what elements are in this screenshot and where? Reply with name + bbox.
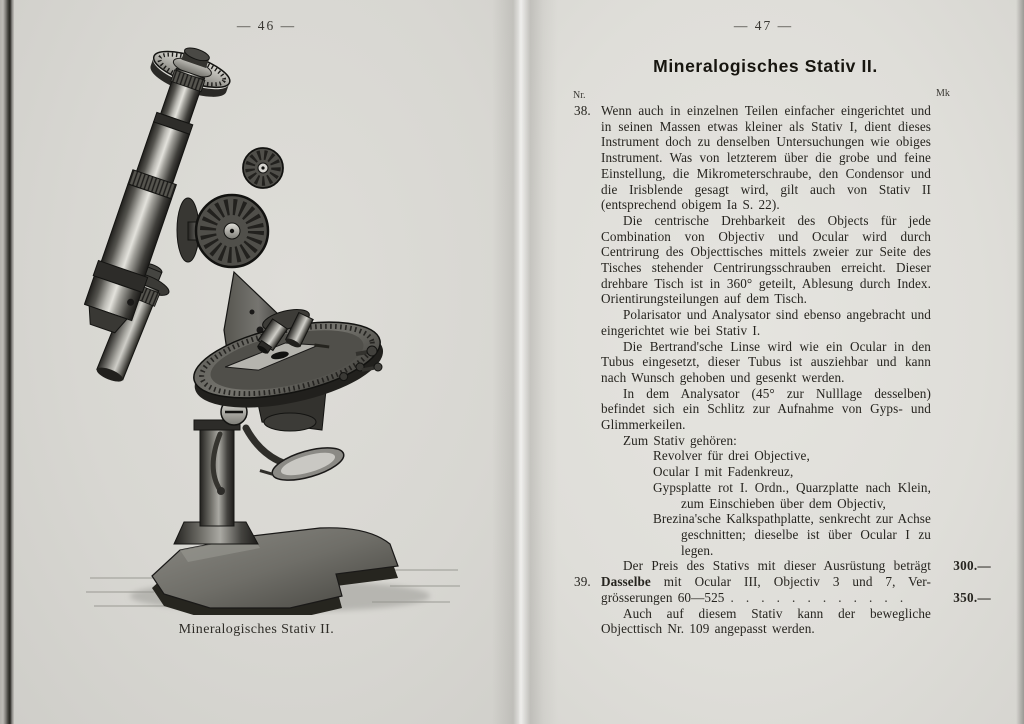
page-stack-edge [0,0,14,724]
catalog-item-39-line-2: grösserungen 60—525 . . . . . . . . . . . . 350.— [601,589,991,605]
accessory-list-intro: Zum Stativ gehören: [623,432,737,448]
catalog-item-38-paragraph-4: Die Bertrand'sche Linse wird wie ein Ocular in den Tubus eingesetzt, dieser Tubus ist ausziehbar und kann nach Wunsch gehoben und gesenkt werden. [601,338,931,385]
item-39-lead-word: Dasselbe [601,574,651,590]
right-page [519,0,1024,724]
right-page-number: — 47 — [733,18,794,33]
accessory-list-item: Revolver für drei Objective, [653,448,810,464]
accessory-list-item: Gypsplatte rot I. Ordn., Quarzplatte nach Klein, zum Einschieben über dem Objectiv, [653,479,931,511]
microscope-engraving-illustration [84,30,464,615]
item-39-price: 350.— [953,589,991,605]
catalog-item-38-paragraph-3: Polarisator und Analysator sind ebenso angebracht und eingerichtet wie bei Stativ I. [601,307,931,338]
fine-focus-wheel [243,148,283,188]
catalog-item-39-line-1: 39. Dasselbe mit Ocular III, Objectiv 3 und 7, Ver- [574,574,931,590]
lever-knob [217,487,225,495]
item-38-price: 300.— [953,558,991,574]
left-page-number: — 46 — [236,18,297,33]
right-page-edge-shadow [1016,0,1024,724]
catalog-item-38-paragraph-1: 38. Wenn auch in einzelnen Teilen einfacher eingerichtet und in seinen Massen etwas kleiner als Stativ I, dient dieses Instrument doch zu denselben Untersuchungen wie obiges Instrument. Was von letzterem über die grobe und feine Einstellung, die Mikrometerschraube, den Condensor und die Irisblende gesagt wird, gilt auch von Stativ II (entsprechend obigem Ia S. 22). [574,103,931,213]
section-title: Mineralogisches Stativ II. [653,56,878,76]
left-page [14,0,519,724]
item-number-38: 38. [574,103,591,118]
catalog-item-38-paragraph-2: Die centrische Drehbarkeit des Objects für jede Combination von Objectiv und Ocular wird durch Centrirung des Objecttisches mittels zweier zur Seite des Tisches stehender Centrirungsschrauben erreicht. Dieser drehbare Tisch ist in 360° geteilt, Ablesung durch Index. Orientirungsteilungen auf dem Tisch. [601,212,931,307]
coarse-focus-wheel [196,195,268,267]
accessory-list-item: Brezina'sche Kalkspathplatte, senkrecht zur Achse geschnitten; dieselbe ist über Ocular I zu legen. [653,511,931,558]
figure-caption: Mineralogisches Stativ II. [178,622,335,637]
catalog-text-column [574,103,991,637]
column-label-nr: Nr. [573,90,586,101]
item-number-39: 39. [574,574,591,590]
item-38-price-line: Der Preis des Stativs mit dieser Ausrüstung beträgt 300.— [623,558,991,574]
substage-mirror [258,441,347,489]
catalog-item-39-paragraph-after: Auch auf diesem Stativ kann der bewegliche Objecttisch Nr. 109 angepasst werden. [601,605,931,637]
accessory-list-item: Ocular I mit Fadenkreuz, [653,464,794,480]
column-label-mk: Mk [936,88,950,99]
catalog-item-38-paragraph-5: In dem Analysator (45° zur Nulllage desselben) befindet sich ein Schlitz zur Aufnahme von Gyps- und Glimmerkeilen. [601,385,931,433]
dot-leader: . . . . . . . . . . . . [730,589,907,605]
iris-housing [264,413,316,431]
